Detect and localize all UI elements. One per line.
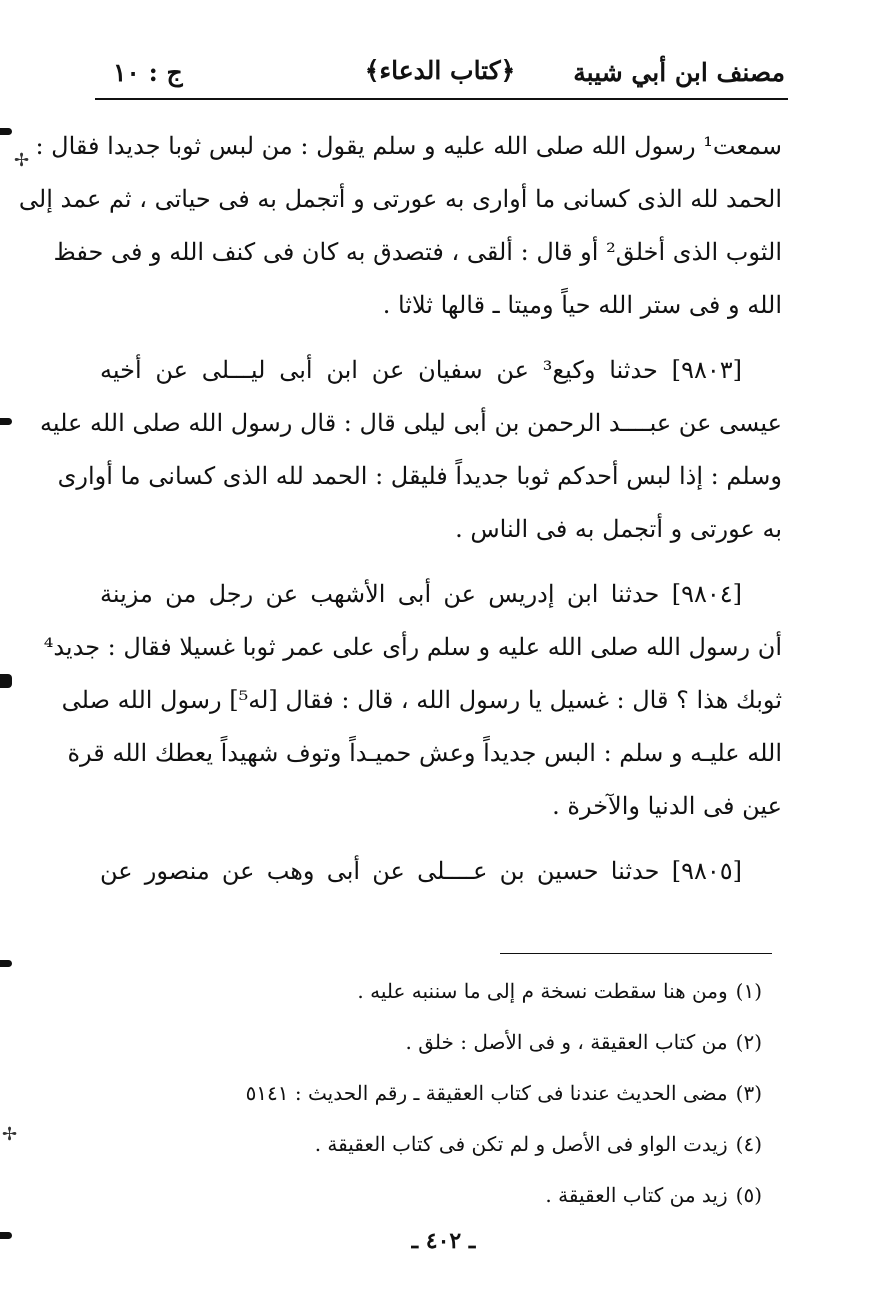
header-rule [95, 98, 788, 100]
footnotes [202, 966, 762, 1221]
margin-mark [0, 960, 12, 967]
text-line: الله عليـه و سلم : البس جديداً وعش حميـداً وتوف شهيداً يعطك الله قرة [67, 739, 782, 767]
text-line: عيسى عن عبــــد الرحمن بن أبى ليلى قال : قال رسول الله صلى الله عليه [39, 409, 782, 437]
main-text [18, 120, 782, 910]
book-title: مصنف ابن أبي شيبة [573, 58, 785, 87]
footnote-number: (٣) [735, 1081, 762, 1105]
margin-cross-mark: ✢ [2, 1124, 18, 1145]
footnote-text: من كتاب العقيقة ، و فى الأصل : خلق . [405, 1030, 728, 1054]
text-line: به عورتى و أتجمل به فى الناس . [455, 515, 782, 543]
text-line: وسلم : إذا لبس أحدكم ثوبا جديداً فليقل : الحمد لله الذى كسانى ما أوارى [57, 462, 782, 490]
text-line: عين فى الدنيا والآخرة . [552, 792, 782, 820]
margin-mark [0, 418, 12, 425]
text-line: أن رسول الله صلى الله عليه و سلم رأى على عمر ثوبا غسيلا فقال : جديد⁴ [43, 633, 782, 661]
page-number: ـ ٤٠٢ ـ [411, 1228, 476, 1254]
footnote-item [202, 1017, 762, 1068]
footnote-item [202, 966, 762, 1017]
page-header [95, 52, 785, 96]
footnote-number: (٢) [735, 1030, 762, 1054]
chapter-title: ﴿كتاب الدعاء﴾ [364, 56, 516, 85]
text-line: [٩٨٠٤] حدثنا ابن إدريس عن أبى الأشهب عن رجل من مزينة [100, 580, 742, 608]
footnote-item [202, 1068, 762, 1119]
footnote-text: زيد من كتاب العقيقة . [545, 1183, 728, 1207]
text-line: الثوب الذى أخلق² أو قال : ألقى ، فتصدق به كان فى كنف الله و فى حفظ [53, 238, 782, 266]
footnote-text: زيدت الواو فى الأصل و لم تكن فى كتاب العقيقة . [314, 1132, 728, 1156]
text-line: الله و فى ستر الله حياً وميتا ـ قالها ثلاثا . [382, 291, 782, 319]
footnote-number: (٤) [735, 1132, 762, 1156]
hadith-9803 [39, 344, 782, 556]
text-line: ثوبك هذا ؟ قال : غسيل يا رسول الله ، قال : فقال [له⁵] رسول الله صلى [61, 686, 782, 714]
footnote-rule [500, 953, 772, 954]
footnote-number: (١) [735, 979, 762, 1003]
footnote-item [202, 1119, 762, 1170]
hadith-9805 [100, 845, 782, 898]
hadith-9804 [43, 568, 782, 833]
margin-mark [0, 128, 12, 135]
text-line: سمعت¹ رسول الله صلى الله عليه و سلم يقول : من لبس ثوبا جديدا فقال : [35, 132, 782, 160]
paragraph [18, 120, 782, 332]
volume-number: ج : ١٠ [113, 58, 183, 87]
text-line: الحمد لله الذى كسانى ما أوارى به عورتى و أتجمل به فى حياتى ، ثم عمد إلى [18, 185, 782, 213]
footnote-item [202, 1170, 762, 1221]
footnote-text: مضى الحديث عندنا فى كتاب العقيقة ـ رقم الحديث : ٥١٤١ [245, 1081, 728, 1105]
footnote-number: (٥) [735, 1183, 762, 1207]
footnote-text: ومن هنا سقطت نسخة م إلى ما سننبه عليه . [357, 979, 728, 1003]
text-line: [٩٨٠٥] حدثنا حسين بن عــــلى عن أبى وهب عن منصور عن [100, 857, 742, 885]
margin-mark [0, 674, 12, 688]
text-line: [٩٨٠٣] حدثنا وكيع³ عن سفيان عن ابن أبى ليـــلى عن أخيه [100, 356, 742, 384]
margin-cross-mark: ✢ [14, 150, 30, 171]
